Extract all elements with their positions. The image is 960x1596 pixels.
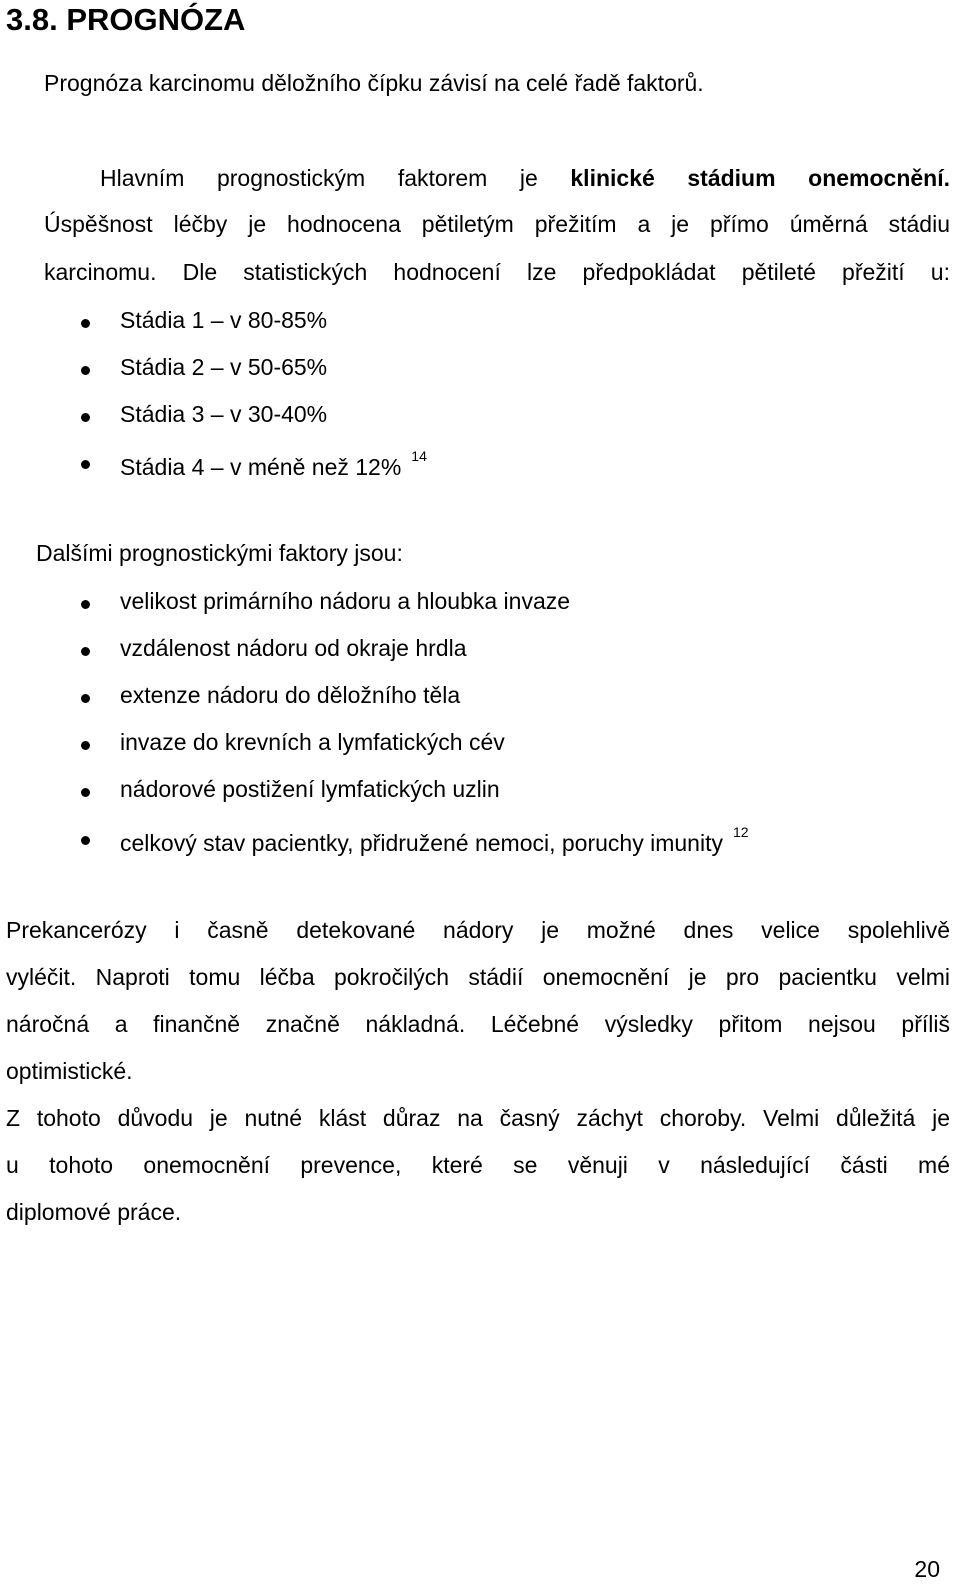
stage-item: Stádia 3 – v 30-40% — [120, 401, 328, 427]
paragraph-2-line: u tohoto onemocnění prevence, které se věnuji v následující části mé — [6, 1152, 950, 1178]
paragraph-1-line: optimistické. — [6, 1058, 133, 1084]
factor-item: vzdálenost nádoru od okraje hrdla — [120, 635, 467, 661]
stage-item-label: Stádia 4 – v méně než 12% — [120, 454, 402, 480]
factor-item — [120, 824, 749, 857]
main-factor-bold: klinické stádium onemocnění. — [570, 165, 950, 191]
paragraph-1-line: vyléčit. Naproti tomu léčba pokročilých stádií onemocnění je pro pacientku velmi — [6, 964, 950, 990]
bullet-icon — [81, 741, 90, 750]
section-heading: 3.8. PROGNÓZA — [6, 2, 246, 37]
bullet-icon — [81, 788, 90, 797]
main-factor-lead: Hlavním prognostickým faktorem je — [100, 165, 571, 191]
bullet-icon — [81, 694, 90, 703]
bullet-icon — [81, 460, 90, 469]
footnote-ref: 14 — [411, 448, 427, 464]
bullet-icon — [81, 366, 90, 375]
bullet-icon — [81, 600, 90, 609]
factor-item: nádorové postižení lymfatických uzlin — [120, 776, 500, 802]
paragraph-1-line: náročná a finančně značně nákladná. Léčebné výsledky přitom nejsou příliš — [6, 1011, 950, 1037]
intro-text: Prognóza karcinomu děložního čípku závisí na celé řadě faktorů. — [44, 70, 704, 96]
factor-item: velikost primárního nádoru a hloubka invaze — [120, 588, 571, 614]
factor-item: extenze nádoru do děložního těla — [120, 682, 461, 708]
main-factor-line-2: Úspěšnost léčby je hodnocena pětiletým přežitím a je přímo úměrná stádiu — [44, 211, 950, 237]
bullet-icon — [81, 647, 90, 656]
paragraph-2-line: Z tohoto důvodu je nutné klást důraz na časný záchyt choroby. Velmi důležitá je — [6, 1105, 950, 1131]
stage-item: Stádia 2 – v 50-65% — [120, 354, 328, 380]
factor-item: invaze do krevních a lymfatických cév — [120, 729, 505, 755]
bullet-icon — [81, 836, 90, 845]
other-factors-title: Dalšími prognostickými faktory jsou: — [36, 540, 403, 566]
main-factor-line-1 — [100, 165, 950, 192]
bullet-icon — [81, 413, 90, 422]
paragraph-2-line: diplomové práce. — [6, 1199, 182, 1225]
factor-item-label: celkový stav pacientky, přidružené nemoci, poruchy imunity — [120, 830, 723, 856]
footnote-ref: 12 — [732, 824, 749, 840]
page-number: 20 — [914, 1556, 940, 1582]
stage-item: Stádia 1 – v 80-85% — [120, 307, 328, 333]
bullet-icon — [81, 319, 90, 328]
main-factor-line-3: karcinomu. Dle statistických hodnocení lze předpokládat pětileté přežití u: — [44, 259, 950, 285]
paragraph-1-line: Prekancerózy i časně detekované nádory je možné dnes velice spolehlivě — [6, 917, 950, 943]
stage-item — [120, 448, 427, 481]
